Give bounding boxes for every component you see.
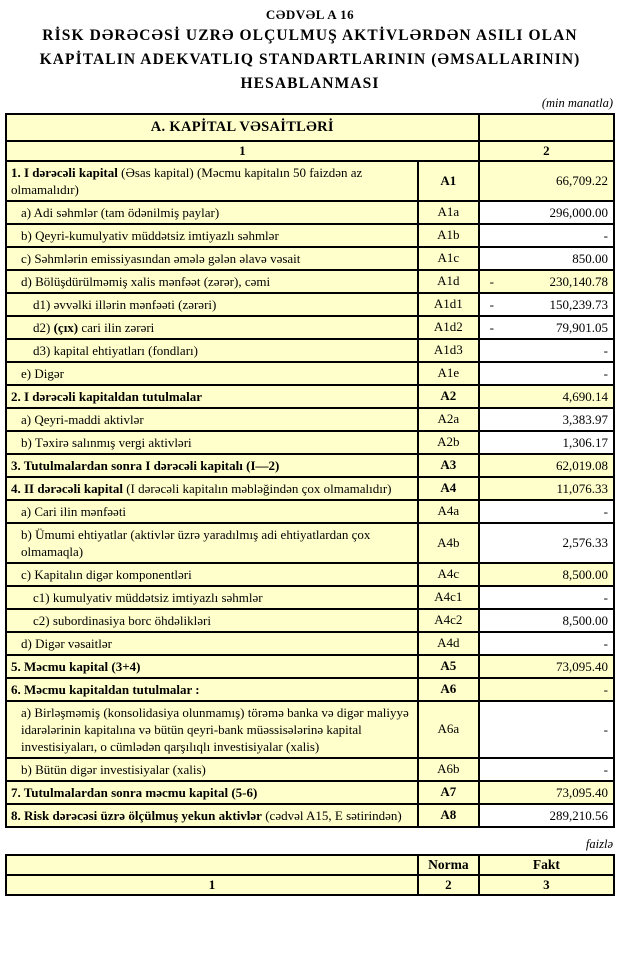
table-row (6, 500, 614, 523)
row-value: - (479, 758, 614, 781)
row-value: - 150,239.73 (479, 293, 614, 316)
table-row (6, 655, 614, 678)
row-code: A3 (418, 454, 479, 477)
bottom-index-3: 3 (479, 875, 614, 895)
norma-fakt-empty-cell (6, 855, 418, 875)
row-value: 8,500.00 (479, 563, 614, 586)
page-title-line-2: KAPİTALIN ADEKVATLIQ STANDARTLARININ (ƏMSALLARININ) (39, 50, 581, 68)
row-code: A1 (418, 161, 479, 201)
row-code: A1a (418, 201, 479, 224)
row-label: a) Qeyri-maddi aktivlər (6, 408, 418, 431)
row-label: 4. II dərəcəli kapital (I dərəcəli kapitalın məbləğindən çox olmamalıdır) (6, 477, 418, 500)
norma-fakt-index-row (6, 875, 614, 895)
norma-fakt-table (5, 854, 615, 896)
row-label: b) Təxirə salınmış vergi aktivləri (6, 431, 418, 454)
row-label: d3) kapital ehtiyatları (fondları) (6, 339, 418, 362)
row-label: a) Cari ilin mənfəəti (6, 500, 418, 523)
row-label: d) Digər vəsaitlər (6, 632, 418, 655)
row-code: A4b (418, 523, 479, 563)
unit-note-top: (min manatla) (541, 95, 613, 110)
row-value: - 79,901.05 (479, 316, 614, 339)
section-header: A. KAPİTAL VƏSAİTLƏRİ (6, 114, 479, 141)
row-value: - (479, 586, 614, 609)
table-row (6, 781, 614, 804)
table-row (6, 270, 614, 293)
bottom-index-2: 2 (418, 875, 479, 895)
table-row (6, 632, 614, 655)
row-value: 2,576.33 (479, 523, 614, 563)
row-code: A7 (418, 781, 479, 804)
minus-sign: - (489, 273, 494, 289)
row-code: A1e (418, 362, 479, 385)
row-value: - (479, 362, 614, 385)
row-value: 850.00 (479, 247, 614, 270)
norma-header: Norma (418, 855, 479, 875)
row-label: c1) kumulyativ müddətsiz imtiyazlı səhmlər (6, 586, 418, 609)
row-code: A4c1 (418, 586, 479, 609)
table-row (6, 161, 614, 201)
row-value: 8,500.00 (479, 609, 614, 632)
minus-sign: - (489, 296, 494, 312)
row-value: - 230,140.78 (479, 270, 614, 293)
row-code: A5 (418, 655, 479, 678)
row-label: a) Adi səhmlər (tam ödənilmiş paylar) (6, 201, 418, 224)
row-label: c2) subordinasiya borc öhdəlikləri (6, 609, 418, 632)
table-row (6, 454, 614, 477)
row-label: 8. Risk dərəcəsi üzrə ölçülmuş yekun aktivlər (cədvəl A15, E sətirindən) (6, 804, 418, 827)
row-code: A6b (418, 758, 479, 781)
norma-fakt-header-row (6, 855, 614, 875)
row-code: A4c2 (418, 609, 479, 632)
row-label: 2. I dərəcəli kapitaldan tutulmalar (6, 385, 418, 408)
row-label: c) Səhmlərin emissiyasından əmələ gələn əlavə vəsait (6, 247, 418, 270)
unit-note-bottom: faizlə (585, 836, 613, 851)
row-value: 66,709.22 (479, 161, 614, 201)
table-row (6, 385, 614, 408)
minus-sign: - (489, 319, 494, 335)
table-row (6, 316, 614, 339)
page-title-line-1: RİSK DƏRƏCƏSİ UZRƏ OLÇULMUŞ AKTİVLƏRDƏN ASILI OLAN (42, 26, 578, 44)
bottom-area (5, 836, 615, 896)
row-code: A1d1 (418, 293, 479, 316)
row-label: 5. Məcmu kapital (3+4) (6, 655, 418, 678)
row-code: A8 (418, 804, 479, 827)
table-row (6, 293, 614, 316)
row-value: - (479, 678, 614, 701)
title-block (5, 8, 615, 95)
table-row (6, 701, 614, 758)
row-value: - (479, 339, 614, 362)
capital-table-body (6, 161, 614, 827)
fakt-header: Fakt (479, 855, 614, 875)
table-row (6, 523, 614, 563)
row-value: - (479, 500, 614, 523)
row-value: 4,690.14 (479, 385, 614, 408)
bottom-index-1: 1 (6, 875, 418, 895)
row-label: d2) (çıx) cari ilin zərəri (6, 316, 418, 339)
row-value: 73,095.40 (479, 781, 614, 804)
row-code: A2b (418, 431, 479, 454)
row-code: A1d2 (418, 316, 479, 339)
row-label: a) Birləşməmiş (konsolidasiya olunmamış) törəmə banka və digər maliyyə idarələrinin kapitalına və bütün qeyri-bank müəssisələrinə kapital investisiyaları, o cümlədən qarşılıqlı investisiyalar (xalis) (6, 701, 418, 758)
row-code: A2a (418, 408, 479, 431)
row-label: 3. Tutulmalardan sonra I dərəcəli kapitalı (I—2) (6, 454, 418, 477)
row-value: 11,076.33 (479, 477, 614, 500)
row-code: A4 (418, 477, 479, 500)
row-code: A1b (418, 224, 479, 247)
section-header-row (6, 114, 614, 141)
row-value: - (479, 224, 614, 247)
row-label: 6. Məcmu kapitaldan tutulmalar : (6, 678, 418, 701)
row-value: 3,383.97 (479, 408, 614, 431)
row-label: e) Digər (6, 362, 418, 385)
table-row (6, 247, 614, 270)
table-row (6, 563, 614, 586)
page-title-line-3: HESABLANMASI (240, 74, 380, 92)
row-label: d1) əvvəlki illərin mənfəəti (zərəri) (6, 293, 418, 316)
table-row (6, 586, 614, 609)
column-index-left: 1 (6, 141, 479, 161)
table-row (6, 758, 614, 781)
table-row (6, 678, 614, 701)
row-code: A6a (418, 701, 479, 758)
table-row (6, 339, 614, 362)
table-row (6, 408, 614, 431)
row-code: A4c (418, 563, 479, 586)
row-label: d) Bölüşdürülməmiş xalis mənfəət (zərər), cəmi (6, 270, 418, 293)
row-label: b) Bütün digər investisiyalar (xalis) (6, 758, 418, 781)
row-code: A6 (418, 678, 479, 701)
row-value: 1,306.17 (479, 431, 614, 454)
table-row (6, 477, 614, 500)
row-code: A1d (418, 270, 479, 293)
table-row (6, 201, 614, 224)
row-code: A4a (418, 500, 479, 523)
table-row (6, 224, 614, 247)
column-index-row (6, 141, 614, 161)
row-value: 296,000.00 (479, 201, 614, 224)
row-label: 7. Tutulmalardan sonra məcmu kapital (5-6) (6, 781, 418, 804)
row-value: - (479, 701, 614, 758)
row-code: A2 (418, 385, 479, 408)
section-header-empty-cell (479, 114, 614, 141)
column-index-right: 2 (479, 141, 614, 161)
row-code: A1d3 (418, 339, 479, 362)
table-number: CƏDVƏL A 16 (265, 7, 355, 22)
row-value: 62,019.08 (479, 454, 614, 477)
row-label: b) Ümumi ehtiyatlar (aktivlər üzrə yaradılmış adi ehtiyatlardan çox olmamaqla) (6, 523, 418, 563)
row-value: 289,210.56 (479, 804, 614, 827)
table-row (6, 431, 614, 454)
row-value: 73,095.40 (479, 655, 614, 678)
table-row (6, 804, 614, 827)
row-code: A4d (418, 632, 479, 655)
capital-table (5, 113, 615, 828)
row-value: - (479, 632, 614, 655)
row-label: c) Kapitalın digər komponentləri (6, 563, 418, 586)
table-row (6, 609, 614, 632)
row-label: b) Qeyri-kumulyativ müddətsiz imtiyazlı səhmlər (6, 224, 418, 247)
table-row (6, 362, 614, 385)
row-label: 1. I dərəcəli kapital (Əsas kapital) (Məcmu kapitalın 50 faizdən az olmamalıdır) (6, 161, 418, 201)
row-code: A1c (418, 247, 479, 270)
